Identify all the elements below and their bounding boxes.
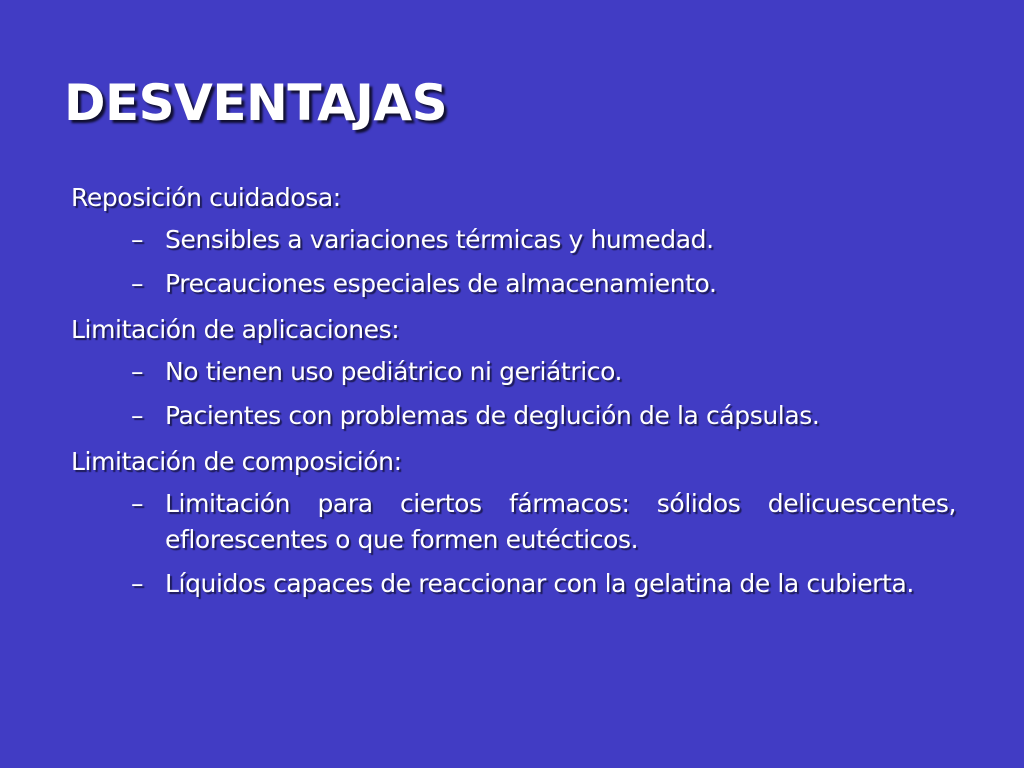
- list-item: [131, 566, 956, 602]
- dash-bullet: –: [131, 489, 144, 518]
- list-item: [131, 354, 956, 390]
- section-heading: Limitación de aplicaciones:: [71, 315, 400, 344]
- section-aplicaciones: [71, 310, 956, 434]
- list-item-text: Sensibles a variaciones térmicas y humedad.: [165, 225, 714, 254]
- list-item: [131, 266, 956, 302]
- list-item: [131, 222, 956, 258]
- slide-body: [71, 178, 956, 610]
- section-heading: Limitación de composición:: [71, 447, 402, 476]
- list-item-text: Pacientes con problemas de deglución de la cápsulas.: [165, 401, 820, 430]
- list-item: [131, 398, 956, 434]
- slide-title: DESVENTAJAS: [64, 74, 448, 132]
- list-item: [131, 486, 956, 558]
- dash-bullet: –: [131, 569, 144, 598]
- dash-bullet: –: [131, 357, 144, 386]
- dash-bullet: –: [131, 269, 144, 298]
- list-item-text: No tienen uso pediátrico ni geriátrico.: [165, 357, 623, 386]
- dash-bullet: –: [131, 225, 144, 254]
- section-reposicion: [71, 178, 956, 302]
- section-heading: Reposición cuidadosa:: [71, 183, 341, 212]
- list-item-text: Líquidos capaces de reaccionar con la gelatina de la cubierta.: [165, 569, 914, 598]
- dash-bullet: –: [131, 401, 144, 430]
- list-item-text: Precauciones especiales de almacenamiento.: [165, 269, 717, 298]
- section-composicion: [71, 442, 956, 602]
- list-item-text: Limitación para ciertos fármacos: sólidos delicuescentes, eflorescentes o que formen eutécticos.: [165, 489, 956, 554]
